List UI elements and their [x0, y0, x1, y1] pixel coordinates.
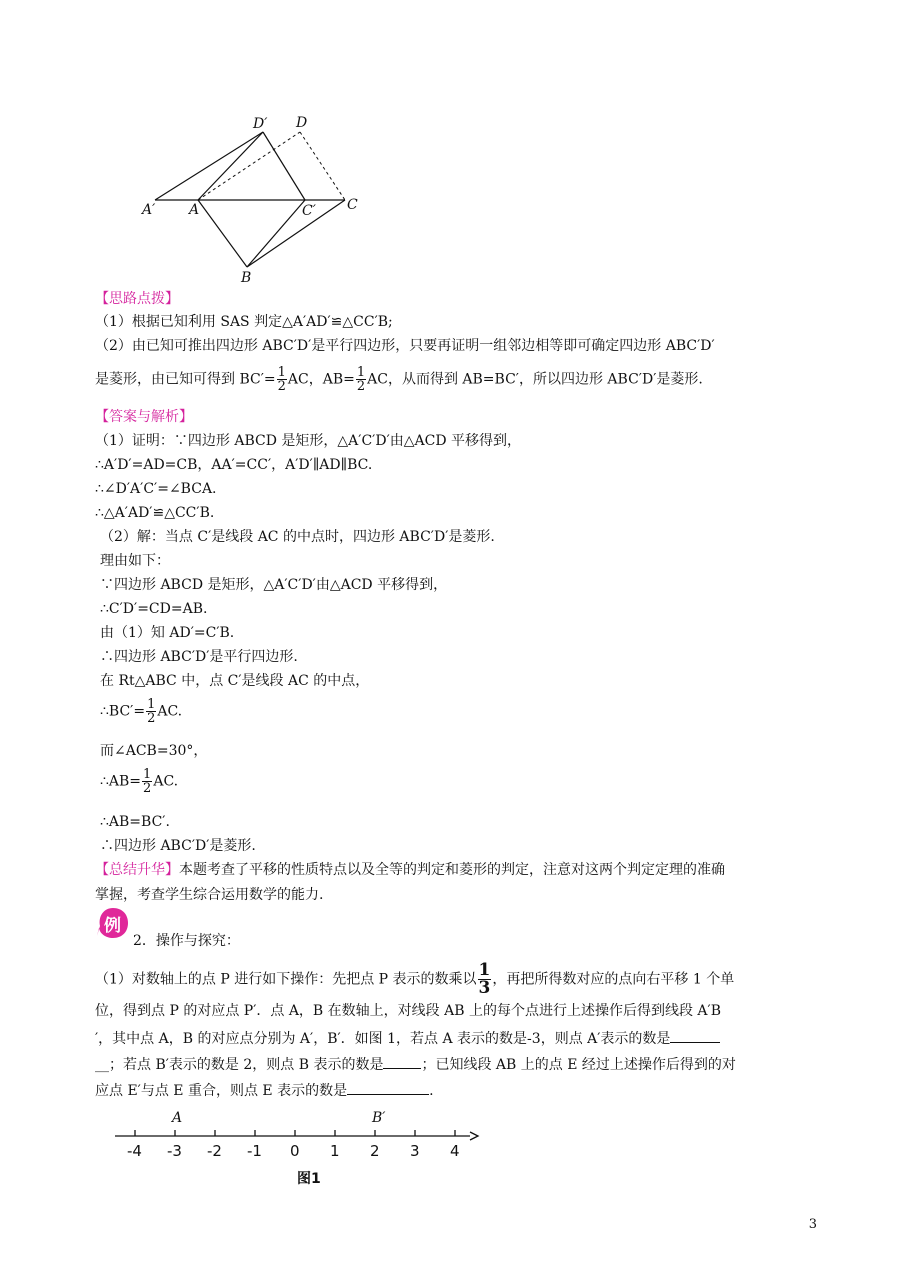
answer-line: ∵四边形 ABCD 是矩形，△A′C′D′由△ACD 平移得到，: [100, 577, 448, 593]
answer-line: ∴△A′AD′≌△CC′B.: [95, 505, 215, 521]
answer-line: ∴C′D′=CD=AB.: [100, 601, 208, 617]
answer-line: ∴A′D′=AD=CB，AA′=CC′，A′D′∥AD∥BC.: [95, 457, 373, 473]
example-para-4: __；若点 B′表示的数是 2，则点 B 表示的数是 ；已知线段 AB 上的点 E 经过上述操作后得到的对: [95, 1054, 736, 1074]
tick-label: -3: [167, 1142, 182, 1160]
segment-ApDp: [155, 132, 263, 200]
tick-label: 1: [330, 1142, 340, 1160]
answer-line: （2）解：当点 C′是线段 AC 的中点时，四边形 ABC′D′是菱形.: [100, 529, 495, 545]
summary-line-1: 【总结升华】本题考查了平移的性质特点以及全等的判定和菱形的判定，注意对这两个判定定理的准确: [95, 862, 725, 878]
answer-ab-line: ∴AB=BC′.: [100, 814, 170, 830]
answer-line: 在 Rt△ABC 中，点 C′是线段 AC 的中点，: [100, 673, 370, 689]
answer-frac-line-1: ∴BC′= $\frac{1}{2}$ AC.: [100, 697, 183, 726]
tick-label: -4: [127, 1142, 142, 1160]
answer-end-line: ∴四边形 ABC′D′是菱形.: [100, 838, 256, 854]
hint-line-2: （2）由已知可推出四边形 ABC′D′是平行四边形，只要再证明一组邻边相等即可确定四边形 ABC′D′: [95, 338, 715, 354]
tick-label: -2: [207, 1142, 222, 1160]
answer-title: 【答案与解析】: [95, 409, 193, 425]
segment-DC-dashed: [300, 132, 345, 200]
numberline-point-A: A: [172, 1110, 183, 1126]
example-para-1: （1）对数轴上的点 P 进行如下操作：先把点 P 表示的数乘以 $\frac{1}{3}$ ，再把所得数对应的点向右平移 1 个单: [95, 960, 735, 998]
label-B: B: [241, 270, 252, 286]
fraction-half: $\frac{1}{2}$: [147, 697, 156, 726]
label-A: A: [189, 202, 200, 218]
label-D: D: [296, 115, 308, 131]
fraction-half: $\frac{1}{2}$: [143, 767, 152, 796]
fraction-half: $\frac{1}{2}$: [356, 365, 366, 394]
example-para-2: 位，得到点 P 的对应点 P′．点 A，B 在数轴上，对线段 AB 上的每个点进行上述操作后得到线段 A′B: [95, 1003, 721, 1019]
answer-line: ∴∠D′A′C′=∠BCA.: [95, 481, 217, 497]
fraction-half: $\frac{1}{2}$: [277, 365, 286, 394]
hint-line-3-c: AC，从而得到 AB=BC′，所以四边形 ABC′D′是菱形.: [367, 371, 703, 388]
answer-line: 理由如下：: [100, 553, 170, 569]
label-C: C: [347, 197, 358, 213]
answer-line: 由（1）知 AD′=C′B.: [100, 625, 235, 641]
geometry-figure: [140, 110, 380, 290]
tick-label: 3: [410, 1142, 420, 1160]
segment-ADp: [198, 132, 263, 200]
page-number: 3: [808, 1217, 817, 1232]
answer-angle-line: 而∠ACB=30°，: [100, 743, 208, 759]
example-para-3: ′，其中点 A，B 的对应点分别为 A′，B′．如图 1，若点 A 表示的数是-3，则点 A′表示的数是: [95, 1028, 720, 1048]
tick-label: 2: [370, 1142, 380, 1160]
summary-title: 【总结升华】: [95, 862, 179, 878]
numberline-point-Bp: B′: [372, 1110, 386, 1126]
hint-line-3-a: 是菱形，由已知可得到 BC′=: [95, 371, 276, 388]
tick-label: 4: [450, 1142, 460, 1160]
answer-blank-1[interactable]: [670, 1028, 720, 1043]
segment-AB: [198, 200, 247, 267]
hint-line-1: （1）根据已知利用 SAS 判定△A′AD′≌△CC′B;: [95, 314, 393, 330]
answer-line: ∴四边形 ABC′D′是平行四边形.: [100, 649, 298, 665]
number-line: [110, 1112, 480, 1142]
summary-line-2: 掌握，考查学生综合运用数学的能力.: [95, 887, 324, 903]
label-Dp: D′: [253, 116, 268, 132]
hint-line-3: [95, 366, 703, 393]
figure-caption: 图1: [297, 1171, 321, 1187]
tick-label: 0: [290, 1142, 300, 1160]
answer-line: （1）证明：∵四边形 ABCD 是矩形，△A′C′D′由△ACD 平移得到，: [95, 433, 522, 449]
answer-blank-3[interactable]: [347, 1080, 429, 1095]
example-heading: 2．操作与探究：: [133, 933, 240, 949]
hint-title: 【思路点拨】: [95, 291, 179, 307]
example-para-5: 应点 E′与点 E 重合，则点 E 表示的数是 .: [95, 1080, 434, 1100]
example-badge-text: 例: [104, 916, 121, 936]
label-Ap: A′: [142, 202, 156, 218]
label-Cp: C′: [302, 203, 316, 219]
answer-blank-2[interactable]: [383, 1054, 421, 1069]
hint-line-3-b: AC，AB=: [287, 371, 355, 388]
tick-label: -1: [247, 1142, 262, 1160]
answer-frac-line-2: ∴AB= $\frac{1}{2}$ AC.: [100, 767, 179, 796]
fraction-third: $\frac{1}{3}$: [478, 960, 491, 998]
